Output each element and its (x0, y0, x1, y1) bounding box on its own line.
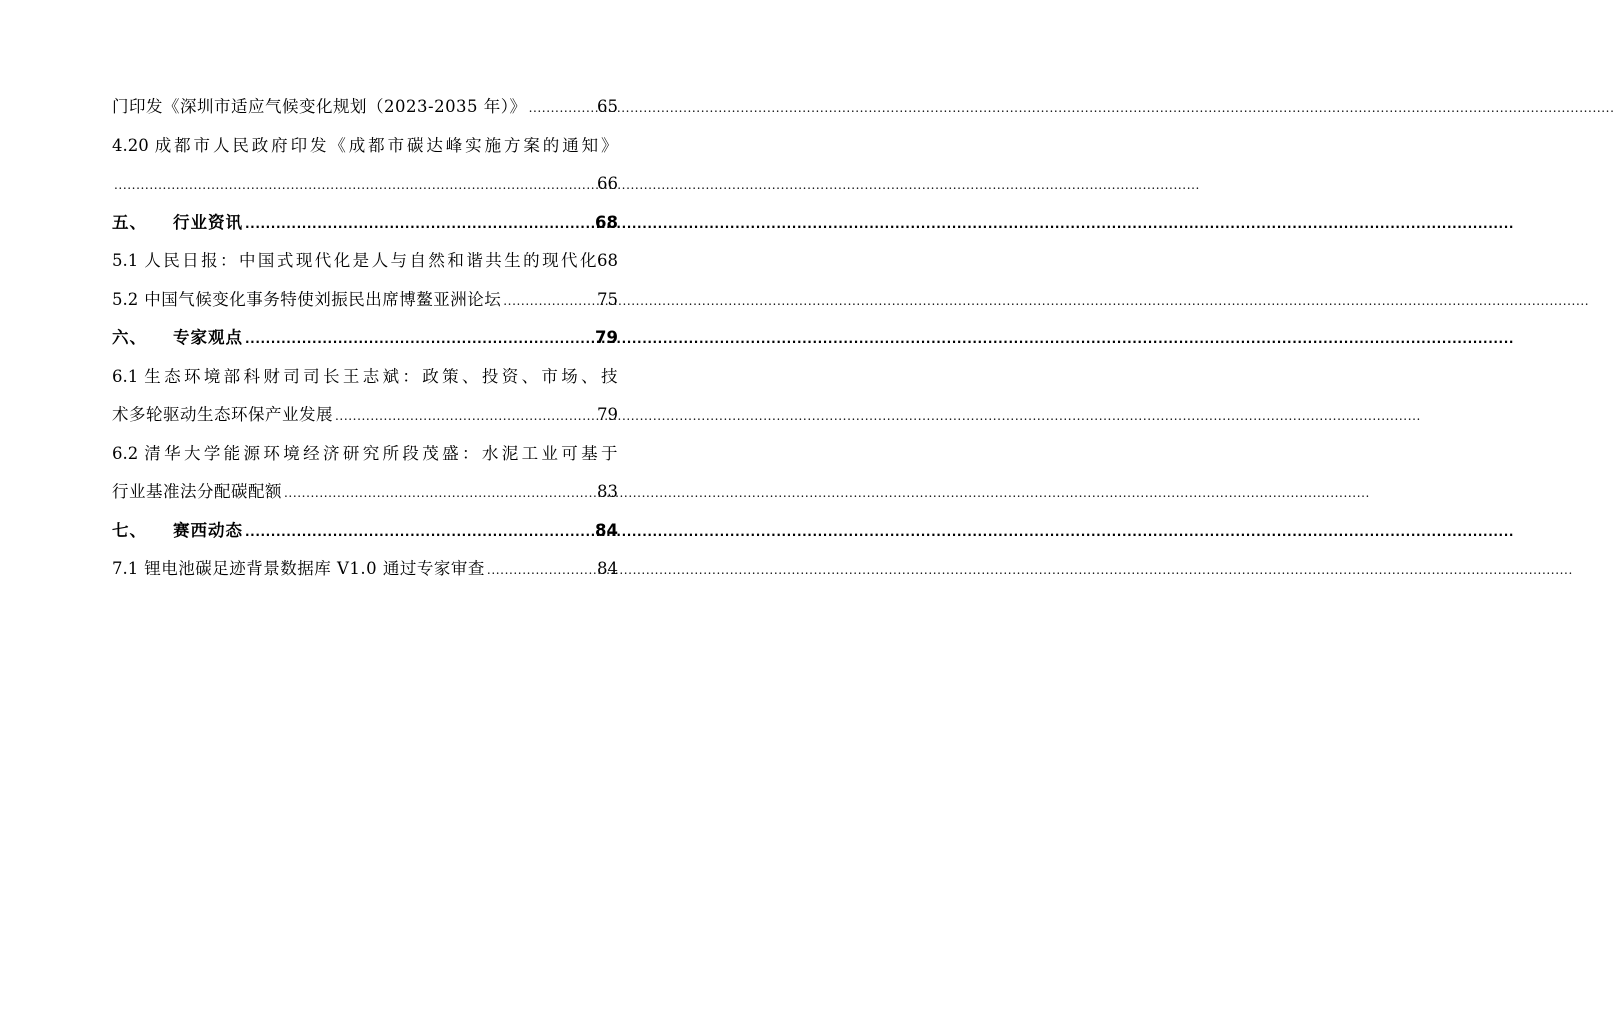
toc-section-heading[interactable] (112, 319, 618, 358)
toc-page-number: 79 (597, 405, 618, 424)
toc-entry-text: 行业基准法分配碳配额 (112, 482, 282, 501)
toc-entry-text: 清华大学能源环境经济研究所段茂盛：水泥工业可基于 (144, 443, 618, 463)
toc-heading-number: 七、 (112, 520, 147, 540)
document-page (0, 0, 724, 1024)
toc-entry-text: 术多轮驱动生态环保产业发展 (112, 405, 333, 424)
toc-entry-number: 6.2 (112, 443, 139, 463)
toc-leader-dots (284, 474, 594, 513)
toc-leader-dots (487, 551, 594, 590)
toc-entry-text: 门印发《深圳市适应气候变化规划（2023-2035 年）》 (112, 97, 527, 116)
toc-line[interactable] (112, 242, 618, 281)
toc-page-number: 66 (597, 174, 618, 193)
toc-page-number: 84 (597, 559, 618, 578)
toc-section-heading[interactable] (112, 512, 618, 551)
toc-line[interactable] (112, 281, 618, 320)
toc-heading-text: 专家观点 (173, 328, 243, 347)
toc-entry-number: 5.2 (112, 289, 139, 309)
toc-leader-dots (245, 205, 592, 244)
toc-line[interactable] (112, 127, 618, 166)
toc-entry-text: 生态环境部科财司司长王志斌：政策、投资、市场、技 (144, 366, 618, 386)
toc-page-number: 79 (595, 328, 618, 347)
toc-page-number: 68 (595, 212, 618, 232)
toc-entry-text: 锂电池碳足迹背景数据库 V1.0 通过专家审查 (144, 559, 485, 578)
toc-leader-dots (114, 166, 594, 205)
toc-line[interactable] (112, 358, 618, 397)
toc-page-number: 75 (597, 289, 618, 309)
toc-line[interactable] (112, 473, 618, 512)
toc-section-heading[interactable] (112, 204, 618, 243)
toc-leader-dots (245, 320, 592, 359)
toc-heading-text: 赛西动态 (173, 520, 243, 540)
toc-entry-text: 成都市人民政府印发《成都市碳达峰实施方案的通知》 (154, 135, 618, 155)
toc-heading-label (112, 319, 243, 358)
toc-page-number: 84 (595, 520, 618, 540)
table-of-contents (112, 88, 618, 589)
toc-entry-number: 7.1 (112, 559, 139, 578)
toc-entry-text: 中国气候变化事务特使刘振民出席博鳌亚洲论坛 (144, 289, 502, 309)
toc-entry-number: 4.20 (112, 135, 149, 155)
toc-line[interactable] (112, 165, 618, 204)
toc-page-number: 65 (597, 97, 618, 116)
toc-line[interactable] (112, 396, 618, 435)
toc-leader-dots (245, 513, 592, 552)
toc-heading-label (112, 512, 243, 551)
toc-entry-number: 5.1 (112, 251, 139, 270)
toc-page-number: 83 (597, 482, 618, 501)
toc-line[interactable] (112, 435, 618, 474)
toc-leader-dots (335, 397, 594, 436)
toc-page-number: 68 (597, 251, 618, 270)
toc-leader-dots (529, 89, 594, 128)
toc-heading-text: 行业资讯 (173, 212, 243, 232)
toc-leader-dots (503, 282, 594, 321)
toc-line[interactable] (112, 550, 618, 589)
toc-line[interactable] (112, 88, 618, 127)
toc-heading-label (112, 204, 243, 243)
toc-heading-number: 五、 (112, 212, 147, 232)
toc-entry-text: 人民日报：中国式现代化是人与自然和谐共生的现代化 (144, 251, 597, 270)
toc-entry-number: 6.1 (112, 366, 139, 386)
toc-heading-number: 六、 (112, 328, 147, 347)
